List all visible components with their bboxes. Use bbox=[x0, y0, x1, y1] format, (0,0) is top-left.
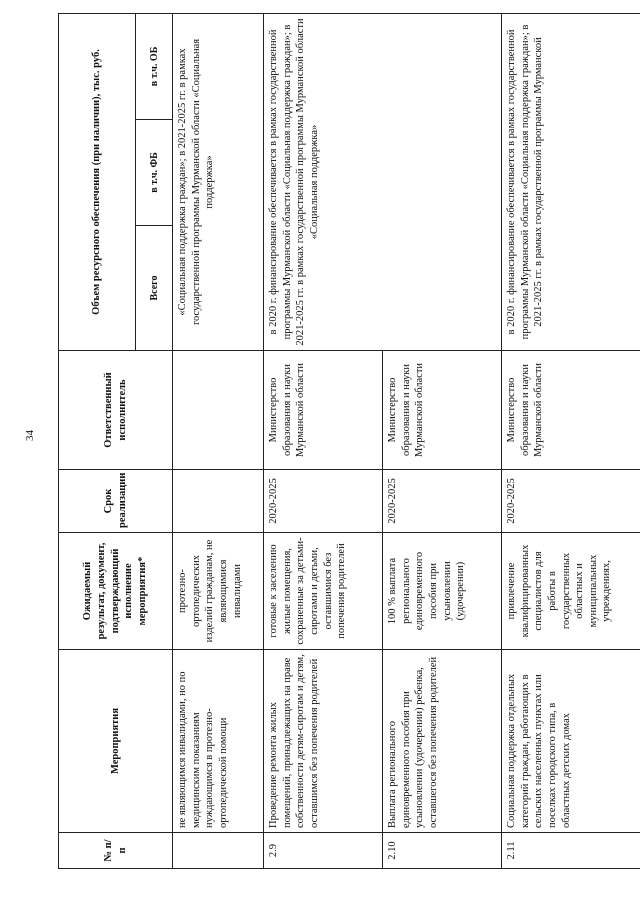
row-period: 2020-2025 bbox=[264, 470, 383, 533]
header-ob: в т.ч. ОБ bbox=[136, 13, 173, 119]
row-period bbox=[173, 470, 264, 533]
header-num: № п/п bbox=[59, 833, 173, 869]
row-measure: не являющимся инвалидами, но по медицинским показаниям нуждающимся в протезно-ортопедической помощи bbox=[173, 650, 264, 833]
measures-table bbox=[58, 13, 640, 869]
row-num: 2.9 bbox=[264, 833, 383, 869]
row-measure: Проведение ремонта жилых помещений, принадлежащих на праве собственности детям-сиротам и детям, оставшимся без попечения родителей bbox=[264, 650, 383, 833]
table-header-row bbox=[59, 13, 136, 868]
rotated-page-content bbox=[58, 14, 613, 869]
row-resource: «Социальная поддержка граждан»; в 2021-2025 гг. в рамках государственной программы Мурманской области «Социальная поддержка» bbox=[173, 13, 264, 350]
row-resource: в 2020 г. финансирование обеспечивается в рамках государственной программы Мурманской области «Социальная поддержка граждан»; в 2021-2025 гг. в рамках государственной программы Мурманской области «Социальная поддержка» bbox=[264, 13, 502, 350]
header-measures: Мероприятия bbox=[59, 650, 173, 833]
row-executor: Министерство образования и науки Мурманской области bbox=[264, 351, 383, 470]
row-executor: Министерство образования и науки Мурманской области bbox=[502, 351, 640, 470]
row-result: привлечение квалифицированных специалистов для работы в государственных областных и муниципальных учреждениях, bbox=[502, 533, 640, 650]
header-period: Срок реализации bbox=[59, 470, 173, 533]
row-num bbox=[173, 833, 264, 869]
row-measure: Социальная поддержка отдельных категорий граждан, работающих в сельских населенных пунктах или поселках городского типа, в областных детских домах bbox=[502, 650, 640, 833]
row-num: 2.10 bbox=[383, 833, 502, 869]
table-row bbox=[173, 13, 264, 868]
header-resource: Объем ресурсного обеспечения (при наличии), тыс. руб. bbox=[59, 13, 136, 350]
header-executor: Ответственный исполнитель bbox=[59, 351, 173, 470]
row-executor: Министерство образования и науки Мурманской области bbox=[383, 351, 502, 470]
row-resource: в 2020 г. финансирование обеспечивается в рамках государственной программы Мурманской области «Социальная поддержка граждан»; в 2021-2025 гг. в рамках государственной программы Мурманской bbox=[502, 13, 640, 350]
header-total: Всего bbox=[136, 226, 173, 351]
row-executor bbox=[173, 351, 264, 470]
row-period: 2020-2025 bbox=[502, 470, 640, 533]
table-row bbox=[264, 13, 383, 868]
header-fb: в т.ч. ФБ bbox=[136, 120, 173, 226]
row-result: протезно-ортопедических изделий гражданам, не являющимися инвалидами bbox=[173, 533, 264, 650]
header-result: Ожидаемый результат, документ, подтверждающий исполнение мероприятия* bbox=[59, 533, 173, 650]
row-period: 2020-2025 bbox=[383, 470, 502, 533]
row-num: 2.11 bbox=[502, 833, 640, 869]
row-measure: Выплата регионального единовременного пособия при усыновлении (удочерении) ребенка, оставшегося без попечения родителей bbox=[383, 650, 502, 833]
table-row bbox=[502, 13, 640, 868]
row-result: 100 % выплата регионального единовременного пособия при усыновлении (удочерении) bbox=[383, 533, 502, 650]
row-result: готовые к заселению жилые помещения, сохраненные за детьми-сиротами и детьми, оставшимися без попечения родителей bbox=[264, 533, 383, 650]
page-number: 34 bbox=[24, 430, 36, 441]
